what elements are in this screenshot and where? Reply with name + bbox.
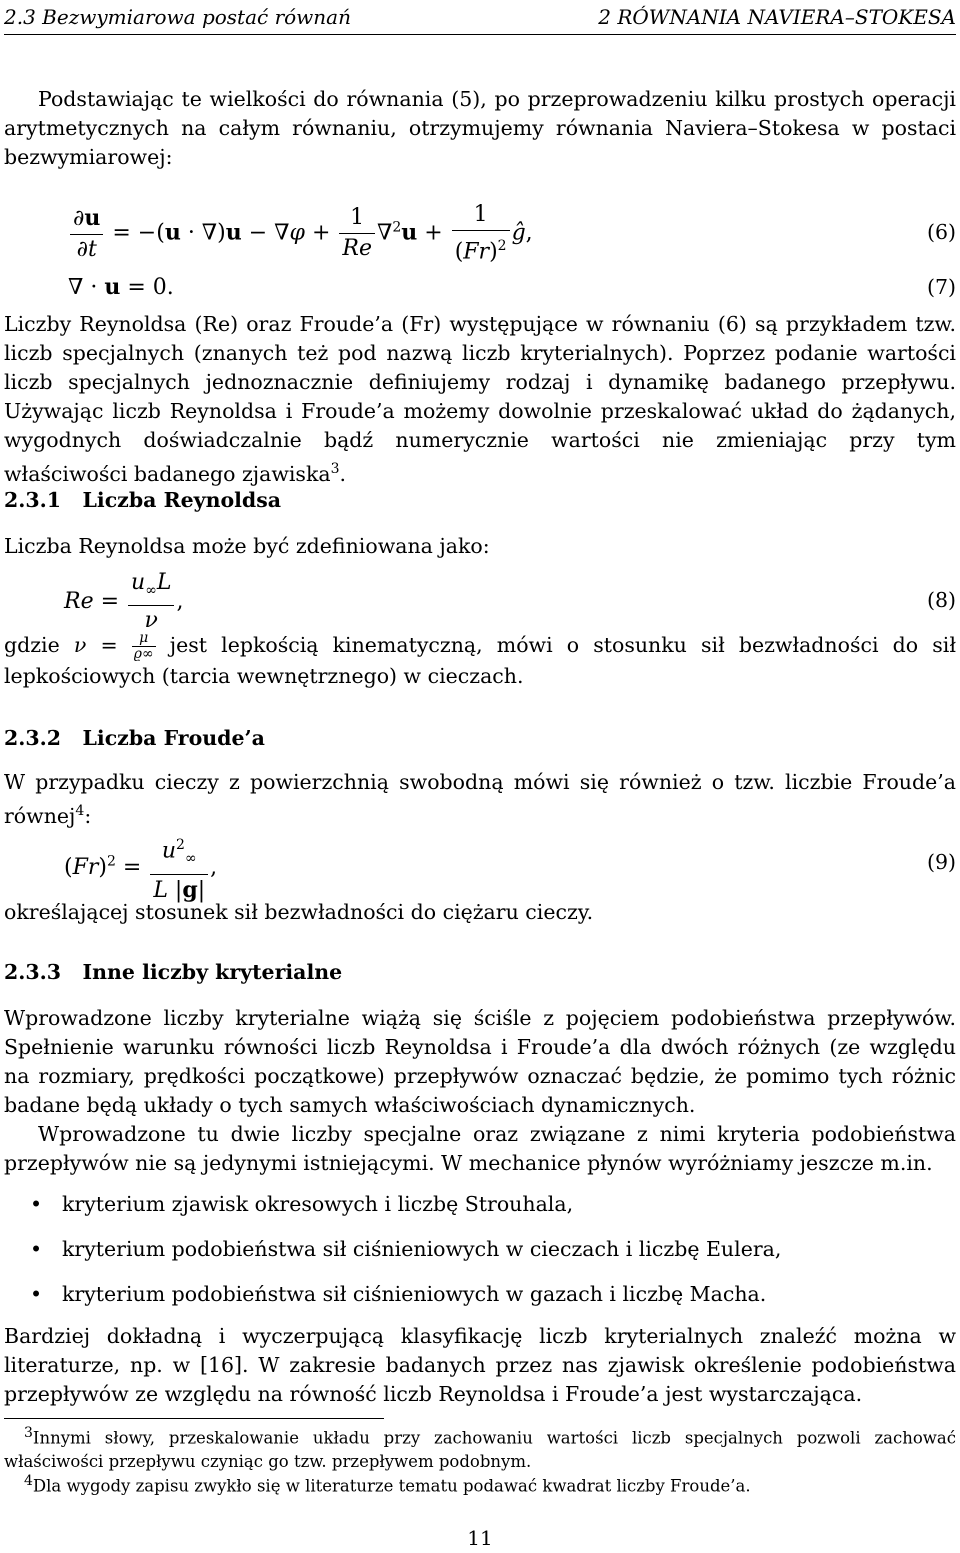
section-title: Liczba Reynoldsa: [82, 488, 282, 512]
section-number: 2.3.3: [4, 960, 62, 984]
footnote-mark: 3: [24, 1425, 33, 1441]
froude-after: określającej stosunek sił bezwładności do ciężaru cieczy.: [4, 900, 594, 924]
section-number: 2.3.2: [4, 726, 62, 750]
similarity-paragraph: Wprowadzone liczby kryterialne wiążą się ściśle z pojęciem podobieństwa przepływów. Spełnienie warunku równości liczb Reynoldsa i Froude’a dla dwóch różnych (ze względu na rozmiary, prędkości początkowe) przepływów oznaczać będzie, że pomimo tych różnic badane będą układy o tych samych właściwościach dynamicznych.: [4, 1006, 956, 1117]
list-item: • kryterium podobieństwa sił ciśnieniowych w cieczach i liczbę Eulera,: [4, 1235, 956, 1264]
section-2-3-1: [4, 486, 956, 515]
viscosity-paragraph: gdzie ν = $\frac{\mu}{ϱ\infty}$ jest lepkością kinematyczną, mówi o stosunku sił bezwładności do sił lepkościowych (tarcia wewnętrznego) w cieczach.: [4, 630, 956, 688]
page-number: 11: [467, 1526, 493, 1550]
section-number: 2.3.1: [4, 488, 62, 512]
equation-8-number: (8): [926, 588, 956, 612]
equation-6-number: (6): [926, 220, 956, 244]
section-title: Inne liczby kryterialne: [82, 960, 343, 984]
header-section-title: 2.3 Bezwymiarowa postać równań: [4, 5, 351, 29]
bullet-icon: •: [30, 1282, 43, 1306]
equation-7: [4, 273, 956, 303]
froude-intro: W przypadku cieczy z powierzchnią swobodną mówi się również o tzw. liczbie Froude’a równej$^4$:: [4, 770, 956, 828]
header-rule: [4, 34, 956, 35]
running-header: [4, 3, 956, 33]
equation-6: [4, 200, 956, 265]
bullet-icon: •: [30, 1192, 43, 1216]
bullet-icon: •: [30, 1237, 43, 1261]
footnote-4: $^4$Dla wygody zapisu zwykło się w literaturze tematu podawać kwadrat liczby Froude’a.: [24, 1473, 751, 1496]
literature-paragraph: Bardziej dokładną i wyczerpującą klasyfikację liczb kryterialnych znaleźć można w literaturze, np. w [16]. W zakresie badanych przez nas zjawisk określenie podobieństwa przepływów ze względu na równość liczb Reynoldsa i Froude’a jest wystarczająca.: [4, 1324, 956, 1406]
footnote-ref-3: 3: [330, 461, 340, 477]
section-2-3-3: [4, 958, 956, 987]
equation-9-formula: $(Fr)^2$ = $\frac{u^2_\infty}{L |g|}$ ,: [64, 830, 217, 906]
criteria-list: [4, 1190, 956, 1309]
list-item: • kryterium zjawisk okresowych i liczbę Strouhala,: [4, 1190, 956, 1219]
equation-9-number: (9): [926, 850, 956, 874]
other-criteria-paragraph: Wprowadzone tu dwie liczby specjalne oraz związane z nimi kryteria podobieństwa przepływów nie są jedynymi istniejącymi. W mechanice płynów wyróżniamy jeszcze m.in.: [4, 1122, 956, 1175]
criteria-paragraph: Liczby Reynoldsa (Re) oraz Froude’a (Fr) występujące w równaniu (6) są przykładem tzw. liczb specjalnych (znanych też pod nazwą liczb kryterialnych). Poprzez podanie wartości liczb specjalnych jednoznacznie definiujemy rodzaj i dynamikę badanego przepływu. Używając liczb Reynoldsa i Froude’a możemy dowolnie przeskalować układ do żądanych, wygodnych doświadczalnie bądź numerycznie wartości nie zmieniając przy tym właściwości badanego zjawiska$^3$.: [4, 312, 956, 486]
reynolds-intro: Liczba Reynoldsa może być zdefiniowana jako:: [4, 534, 490, 558]
equation-6-formula: $\frac{\partial u}{\partial t}$ = −(u · ∇)u − ∇φ + $\frac{1}{Re}$ ∇$^2$u + $\frac{1}{(Fr)^2}$ ĝ,: [68, 200, 533, 267]
footnote-ref-4: 4: [75, 803, 85, 819]
equation-8: [4, 568, 956, 634]
equation-8-formula: Re = $\frac{u_\infty L}{\nu}$ ,: [64, 570, 184, 634]
equation-9: [4, 830, 956, 903]
list-item: • kryterium podobieństwa sił ciśnieniowych w gazach i liczbę Macha.: [4, 1280, 956, 1309]
equation-7-number: (7): [926, 275, 956, 299]
header-chapter-title: 2 RÓWNANIA NAVIERA–STOKESA: [598, 5, 956, 29]
section-title: Liczba Froude’a: [82, 726, 265, 750]
intro-paragraph: Podstawiając te wielkości do równania (5), po przeprowadzeniu kilku prostych operacji arytmetycznych na całym równaniu, otrzymujemy równania Naviera–Stokesa w postaci bezwymiarowej:: [4, 87, 956, 169]
footnote-rule: [4, 1418, 384, 1419]
footnote-mark: 4: [24, 1473, 33, 1489]
footnote-3: $^3$Innymi słowy, przeskalowanie układu przy zachowaniu wartości liczb specjalnych pozwoli zachować właściwości przepływu czyniąc go tzw. przepływem podobnym.: [4, 1425, 956, 1471]
equation-7-formula: ∇ · u = 0.: [68, 274, 174, 300]
section-2-3-2: [4, 724, 956, 753]
